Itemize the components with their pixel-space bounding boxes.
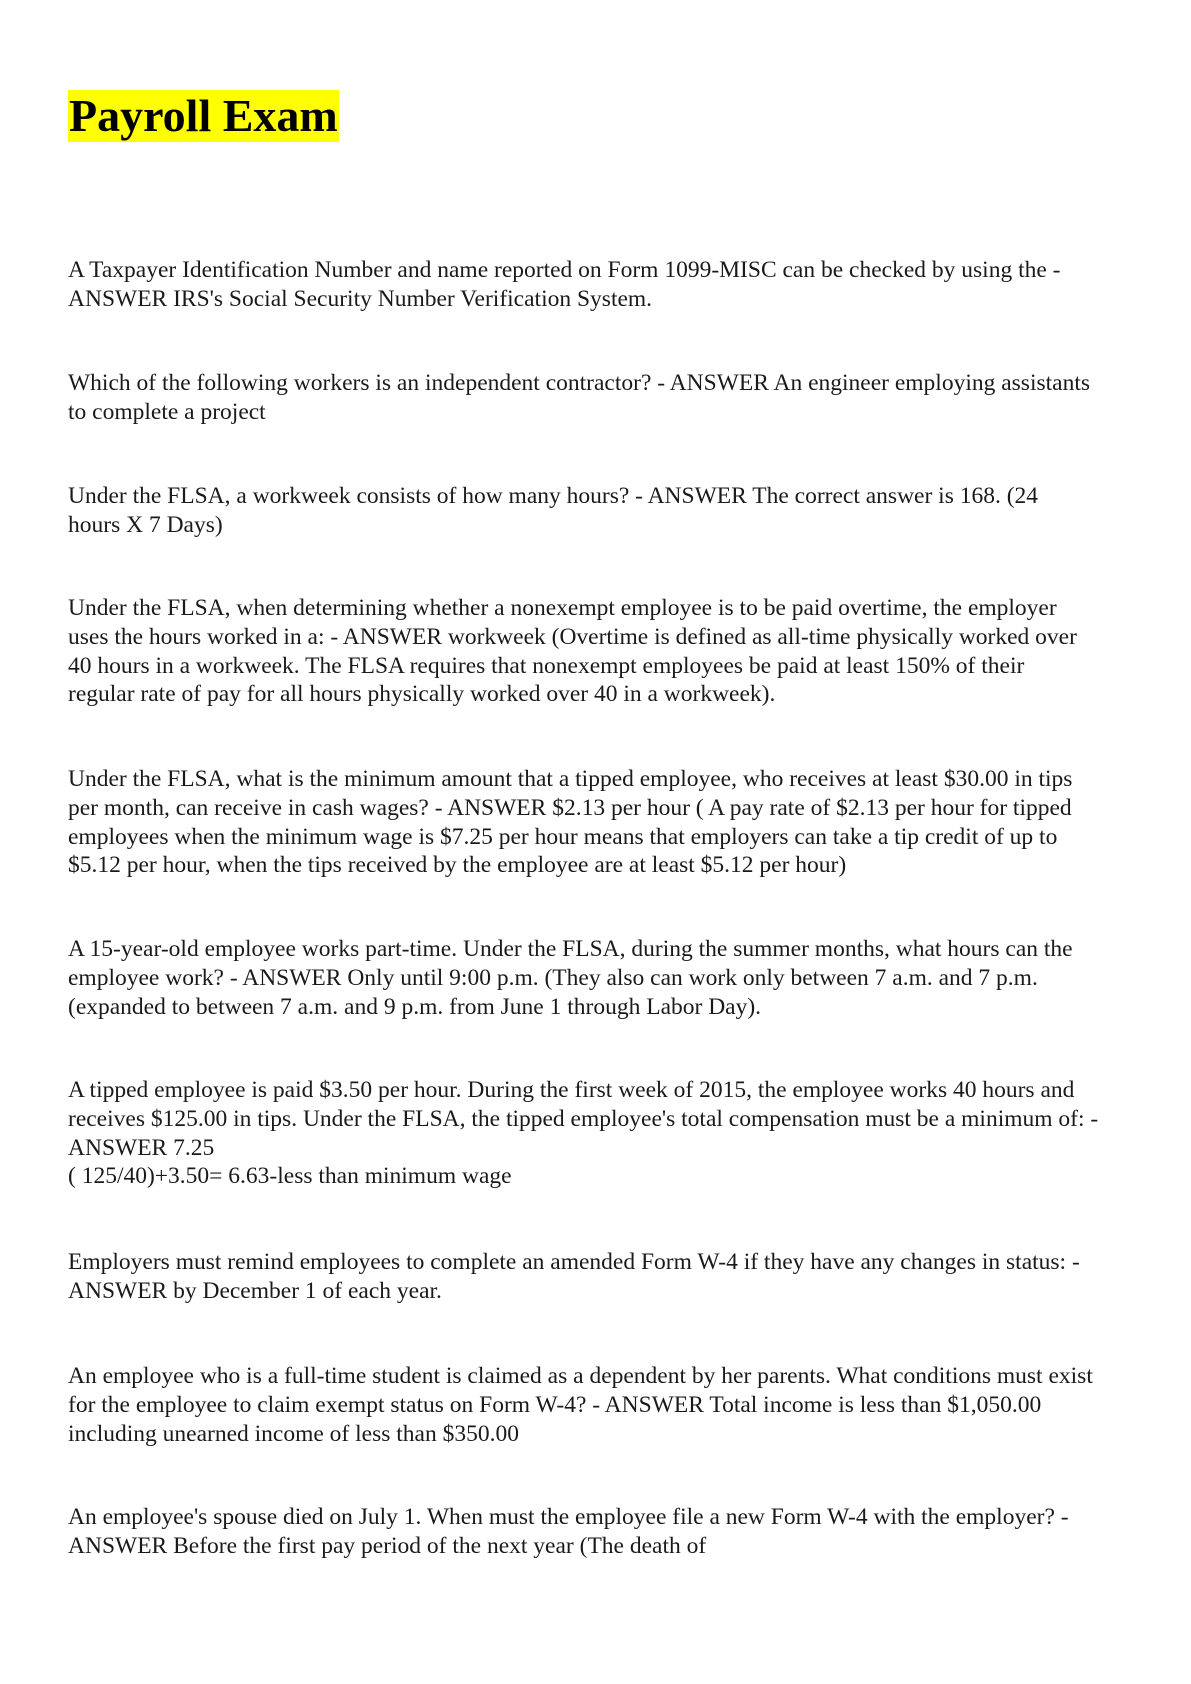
qa-line: ANSWER 7.25 — [68, 1134, 215, 1161]
qa-line: Under the FLSA, when determining whether a nonexempt employee is to be paid overtime, the employer — [68, 595, 1057, 621]
qa-item-6 — [68, 935, 1128, 1021]
qa-line: including unearned income of less than $350.00 — [68, 1420, 519, 1447]
qa-item-10 — [68, 1503, 1128, 1561]
qa-line: ANSWER by December 1 of each year. — [68, 1277, 442, 1304]
qa-item-1 — [68, 256, 1128, 314]
qa-line: uses the hours worked in a: - ANSWER workweek (Overtime is defined as all-time physically worked over — [68, 623, 1077, 650]
qa-line: employees when the minimum wage is $7.25 per hour means that employers can take a tip credit of up to — [68, 823, 1058, 850]
qa-line: per month, can receive in cash wages? - ANSWER $2.13 per hour ( A pay rate of $2.13 per hour for tipped — [68, 794, 1072, 821]
qa-line: Employers must remind employees to complete an amended Form W-4 if they have any changes in status: - — [68, 1249, 1080, 1275]
qa-line: Which of the following workers is an independent contractor? - ANSWER An engineer employing assistants — [68, 370, 1091, 396]
qa-line: A 15-year-old employee works part-time. Under the FLSA, during the summer months, what hours can the — [68, 936, 1073, 962]
qa-line: regular rate of pay for all hours physically worked over 40 in a workweek). — [68, 681, 776, 708]
qa-line: receives $125.00 in tips. Under the FLSA, the tipped employee's total compensation must be a minimum of: - — [68, 1105, 1099, 1132]
calculation-note: ( 125/40)+3.50= 6.63-less than minimum wage — [68, 1163, 512, 1189]
qa-line: hours X 7 Days) — [68, 511, 223, 538]
qa-line: (expanded to between 7 a.m. and 9 p.m. from June 1 through Labor Day). — [68, 993, 762, 1020]
qa-line: Under the FLSA, a workweek consists of how many hours? - ANSWER The correct answer is 168. (24 — [68, 483, 1039, 509]
qa-item-2 — [68, 369, 1128, 427]
qa-line: An employee's spouse died on July 1. When must the employee file a new Form W-4 with the employer? - — [68, 1504, 1069, 1530]
qa-line: employee work? - ANSWER Only until 9:00 p.m. (They also can work only between 7 a.m. and 7 p.m. — [68, 964, 1038, 991]
qa-item-8 — [68, 1248, 1128, 1306]
qa-item-7 — [68, 1076, 1128, 1162]
document-title: Payroll Exam — [69, 90, 338, 141]
qa-line: Under the FLSA, what is the minimum amount that a tipped employee, who receives at least $30.00 in tips — [68, 766, 1073, 792]
qa-line: A tipped employee is paid $3.50 per hour. During the first week of 2015, the employee works 40 hours and — [68, 1077, 1075, 1103]
qa-line: ANSWER IRS's Social Security Number Verification System. — [68, 285, 653, 312]
qa-item-3 — [68, 482, 1128, 540]
qa-line: An employee who is a full-time student is claimed as a dependent by her parents. What conditions must exist — [68, 1363, 1093, 1389]
qa-line: to complete a project — [68, 398, 266, 425]
qa-item-4 — [68, 594, 1128, 709]
qa-line: ANSWER Before the first pay period of the next year (The death of — [68, 1532, 707, 1559]
qa-item-9 — [68, 1362, 1128, 1448]
qa-line: 40 hours in a workweek. The FLSA requires that nonexempt employees be paid at least 150% of their — [68, 652, 1025, 679]
qa-line: for the employee to claim exempt status on Form W-4? - ANSWER Total income is less than $1,050.00 — [68, 1391, 1042, 1418]
qa-line: $5.12 per hour, when the tips received by the employee are at least $5.12 per hour) — [68, 852, 847, 879]
qa-line: A Taxpayer Identification Number and name reported on Form 1099-MISC can be checked by using the - — [68, 257, 1061, 283]
qa-item-5 — [68, 765, 1128, 880]
